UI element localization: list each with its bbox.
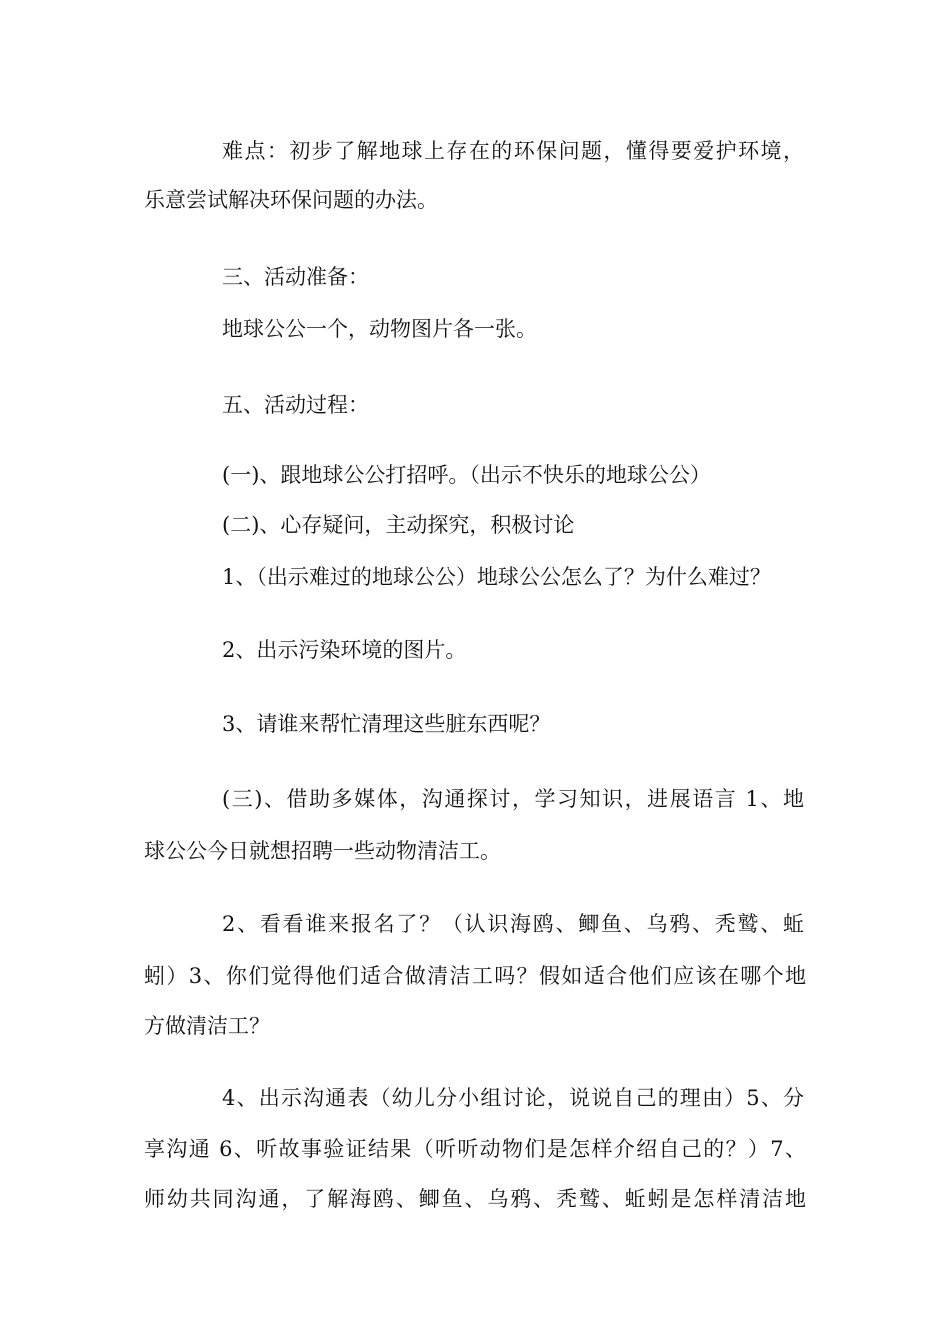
section-heading-process: 五、活动过程： <box>222 393 369 417</box>
step-three-item-2-line-2: 蚓）3、你们觉得他们适合做清洁工吗？假如适合他们应该在哪个地 <box>144 964 806 988</box>
paragraph-difficulty-line-2: 乐意尝试解决环保问题的办法。 <box>144 188 438 212</box>
step-three-item-4-line-3: 师幼共同沟通，了解海鸥、鲫鱼、乌鸦、秃鹫、蚯蚓是怎样清洁地 <box>144 1187 806 1211</box>
step-three-item-4-line-2: 享沟通 6、听故事验证结果（听听动物们是怎样介绍自己的？）7、 <box>144 1137 806 1161</box>
paragraph-difficulty-line-1: 难点：初步了解地球上存在的环保问题，懂得要爱护环境， <box>222 139 804 163</box>
paragraph-preparation: 地球公公一个，动物图片各一张。 <box>222 317 537 341</box>
step-one: (一)、跟地球公公打招呼。（出示不快乐的地球公公） <box>222 463 711 487</box>
step-three-line-2: 球公公今日就想招聘一些动物清洁工。 <box>144 839 501 863</box>
step-three-item-4-line-1: 4、出示沟通表（幼儿分小组讨论，说说自己的理由）5、分 <box>222 1086 804 1110</box>
step-three-item-2-line-1: 2、看看谁来报名了？（认识海鸥、鲫鱼、乌鸦、秃鹫、蚯 <box>222 912 804 936</box>
step-three-item-2-line-3: 方做清洁工？ <box>144 1014 270 1038</box>
section-heading-preparation: 三、活动准备： <box>222 265 369 289</box>
step-two-item-3: 3、请谁来帮忙清理这些脏东西呢？ <box>222 712 551 736</box>
step-two-item-1: 1、（出示难过的地球公公）地球公公怎么了？为什么难过？ <box>222 565 771 589</box>
step-three-line-1: (三)、借助多媒体，沟通探讨，学习知识，进展语言 1、地 <box>222 787 804 811</box>
step-two-item-2: 2、出示污染环境的图片。 <box>222 638 467 662</box>
step-two: (二)、心存疑问，主动探究，积极讨论 <box>222 513 575 537</box>
